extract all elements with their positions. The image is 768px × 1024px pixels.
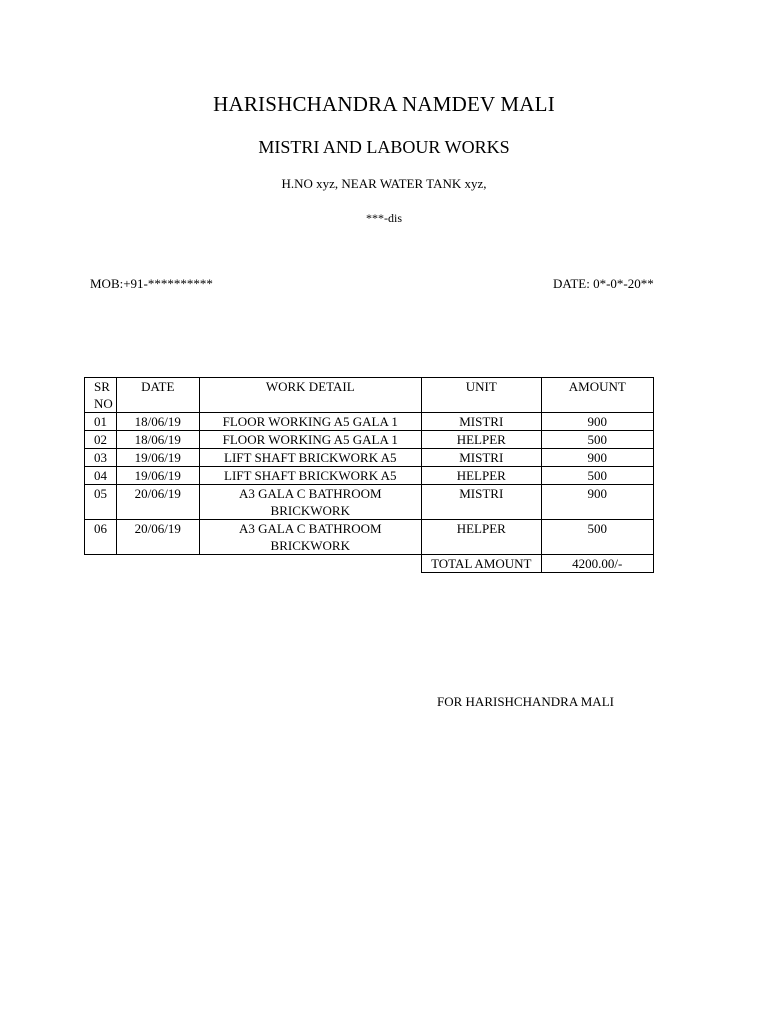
total-row — [85, 555, 654, 573]
total-amount-label: TOTAL AMOUNT — [421, 555, 541, 573]
total-amount-value: 4200.00/- — [541, 555, 653, 573]
date-cell: 18/06/19 — [116, 413, 199, 431]
bill-table — [84, 377, 654, 573]
work-detail-cell: A3 GALA C BATHROOM BRICKWORK — [199, 520, 421, 555]
date-cell: 20/06/19 — [116, 485, 199, 520]
unit-cell: MISTRI — [421, 485, 541, 520]
unit-cell: HELPER — [421, 520, 541, 555]
header-amount: AMOUNT — [541, 378, 653, 413]
date-cell: 20/06/19 — [116, 520, 199, 555]
mobile-number: MOB:+91-********** — [90, 276, 213, 291]
sr-no-cell: 01 — [85, 413, 117, 431]
unit-cell: MISTRI — [421, 413, 541, 431]
header-sr-no: SR NO — [85, 378, 117, 413]
proprietor-name: HARISHCHANDRA NAMDEV MALI — [213, 92, 555, 116]
district-line: ***-dis — [366, 211, 402, 225]
unit-cell: MISTRI — [421, 449, 541, 467]
sr-no-cell: 04 — [85, 467, 117, 485]
amount-cell: 500 — [541, 520, 653, 555]
sr-no-cell: 02 — [85, 431, 117, 449]
bill-date: DATE: 0*-0*-20** — [553, 276, 654, 291]
amount-cell: 900 — [541, 449, 653, 467]
sr-no-cell: 05 — [85, 485, 117, 520]
amount-cell: 900 — [541, 485, 653, 520]
date-cell: 19/06/19 — [116, 467, 199, 485]
table-header-row — [85, 378, 654, 413]
header-unit: UNIT — [421, 378, 541, 413]
work-detail-cell: LIFT SHAFT BRICKWORK A5 — [199, 449, 421, 467]
amount-cell: 900 — [541, 413, 653, 431]
unit-cell: HELPER — [421, 431, 541, 449]
work-detail-cell: FLOOR WORKING A5 GALA 1 — [199, 413, 421, 431]
table-row — [85, 431, 654, 449]
work-detail-cell: FLOOR WORKING A5 GALA 1 — [199, 431, 421, 449]
sr-no-cell: 06 — [85, 520, 117, 555]
work-detail-cell: LIFT SHAFT BRICKWORK A5 — [199, 467, 421, 485]
table-row — [85, 520, 654, 555]
table-row — [85, 467, 654, 485]
table-row — [85, 449, 654, 467]
business-title: MISTRI AND LABOUR WORKS — [258, 137, 510, 157]
amount-cell: 500 — [541, 431, 653, 449]
date-cell: 19/06/19 — [116, 449, 199, 467]
table-row — [85, 413, 654, 431]
empty-cell — [116, 555, 199, 573]
work-detail-cell: A3 GALA C BATHROOM BRICKWORK — [199, 485, 421, 520]
address-line: H.NO xyz, NEAR WATER TANK xyz, — [281, 176, 487, 191]
amount-cell: 500 — [541, 467, 653, 485]
header-date: DATE — [116, 378, 199, 413]
table-row — [85, 485, 654, 520]
signature-line: FOR HARISHCHANDRA MALI — [437, 694, 614, 709]
header-work-detail: WORK DETAIL — [199, 378, 421, 413]
bill-table-body — [85, 378, 654, 573]
empty-cell — [85, 555, 117, 573]
date-cell: 18/06/19 — [116, 431, 199, 449]
sr-no-cell: 03 — [85, 449, 117, 467]
unit-cell: HELPER — [421, 467, 541, 485]
empty-cell — [199, 555, 421, 573]
